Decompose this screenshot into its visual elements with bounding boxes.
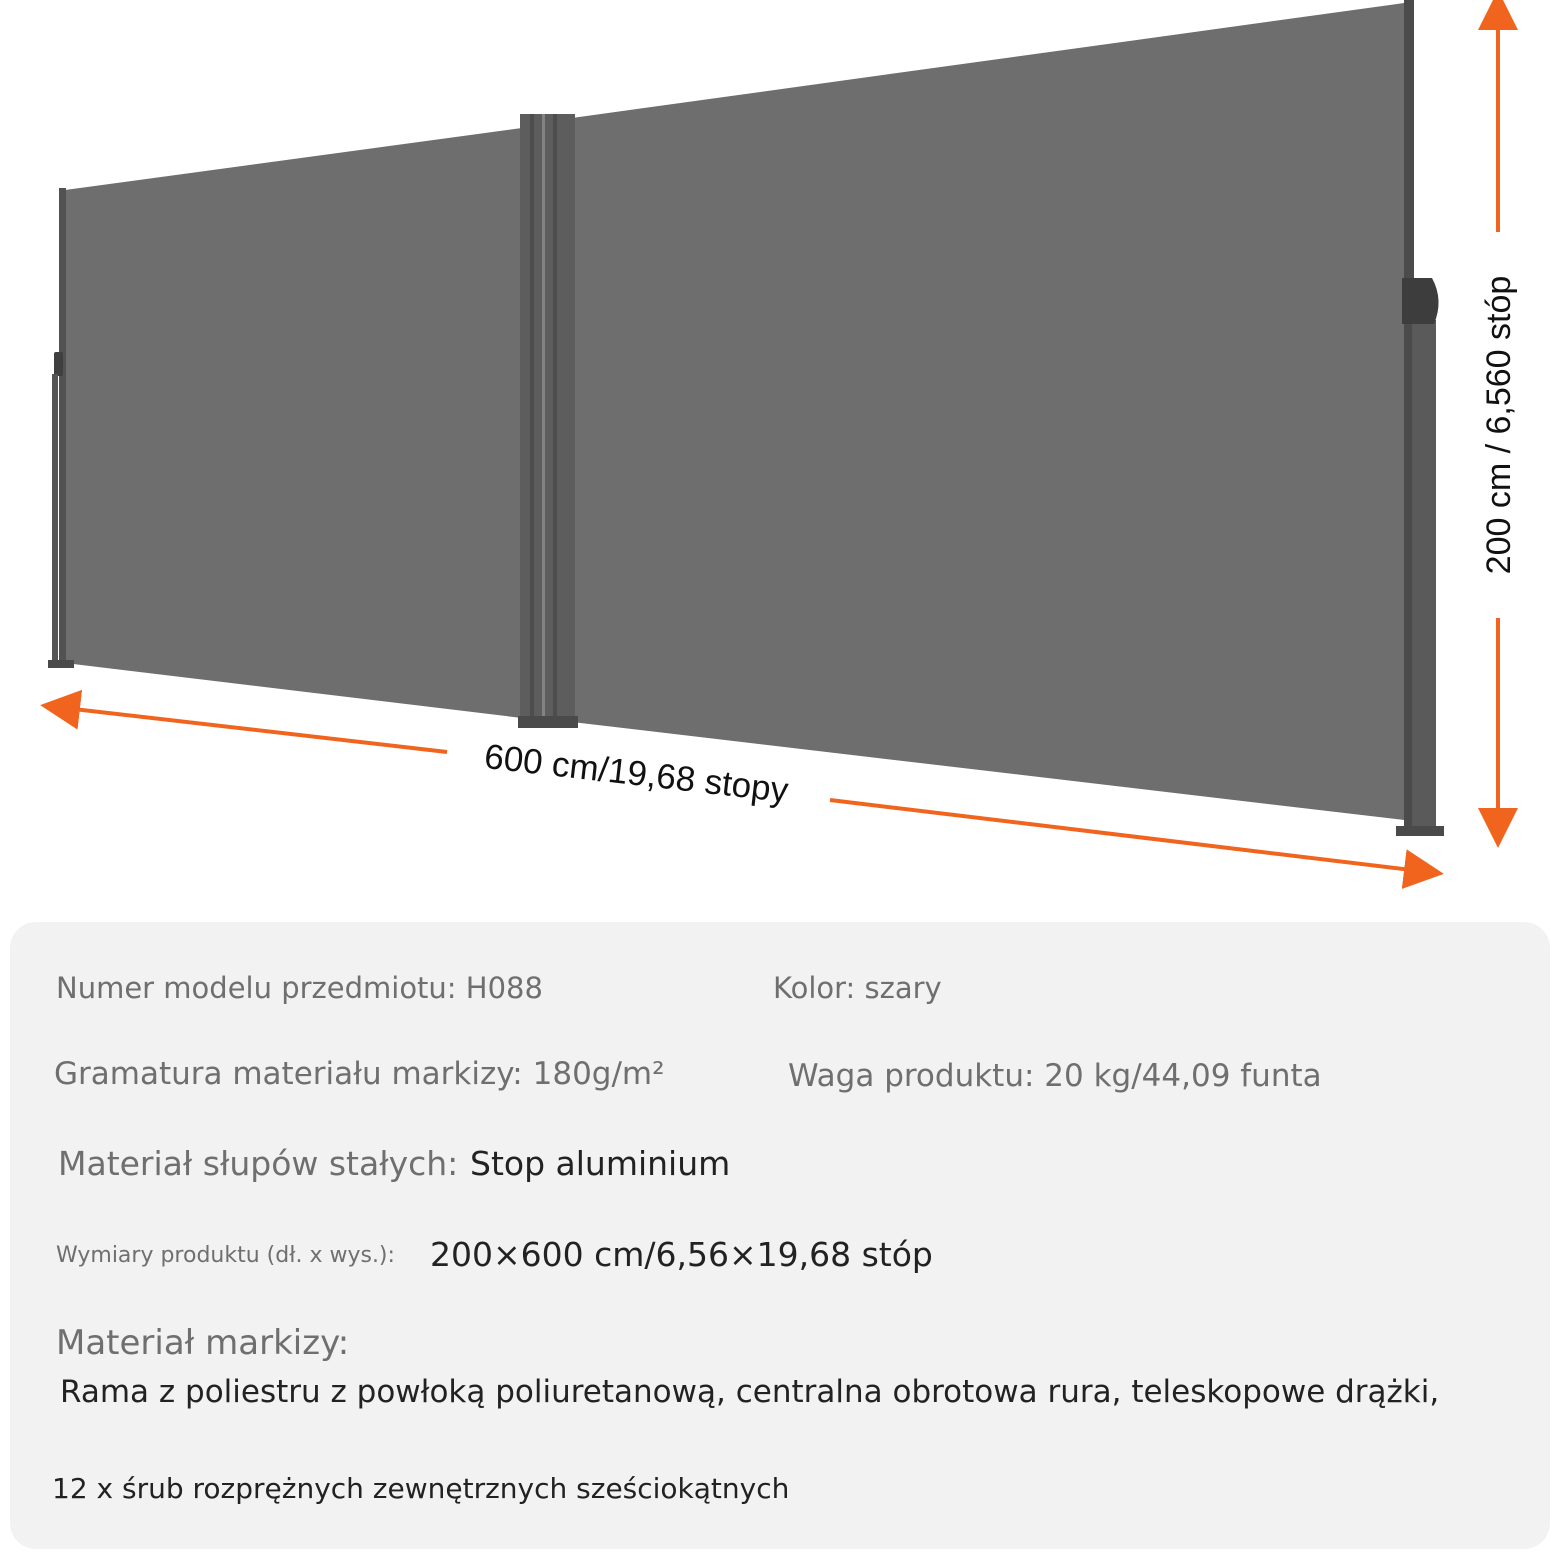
center-cassette [518,114,578,728]
spec-color-value: szary [864,971,942,1005]
spec-pole-material [58,1144,459,1183]
height-dimension-label: 200 cm / 6,560 stóp [1480,275,1518,575]
handle-icon [1402,278,1439,324]
spec-awning-material-line1: Rama z poliestru z powłoką poliuretanową, centralna obrotowa rura, teleskopowe drążki, [60,1374,1440,1410]
width-arrow-left [56,707,447,752]
spec-dimensions-value: 200×600 cm/6,56×19,68 stóp [430,1235,933,1274]
spec-pole-material-label: Materiał słupów stałych: [58,1144,459,1183]
spec-awning-material-line2: 12 x śrub rozprężnych zewnętrznych sześciokątnych [52,1472,790,1505]
spec-grammage-label: Gramatura materiału markizy: [54,1056,523,1092]
spec-grammage [54,1056,665,1092]
spec-weight [788,1058,1322,1094]
spec-model [56,971,543,1005]
spec-pole-material-value: Stop aluminium [470,1144,731,1183]
spec-model-label: Numer modelu przedmiotu: [56,971,457,1005]
spec-weight-label: Waga produktu: [788,1058,1035,1094]
right-screen-panel [572,3,1404,820]
spec-weight-value: 20 kg/44,09 funta [1044,1058,1322,1094]
left-screen-panel [65,128,522,718]
spec-model-value: H088 [465,971,543,1005]
spec-dimensions-label: Wymiary produktu (dł. x wys.): [56,1243,395,1268]
spec-awning-material-label: Materiał markizy: [56,1323,350,1363]
spec-grammage-value: 180g/m² [532,1056,665,1092]
spec-color-label: Kolor: [773,971,856,1005]
spec-color [773,971,942,1005]
width-dimension-label: 600 cm/19,68 stopy [482,736,791,811]
